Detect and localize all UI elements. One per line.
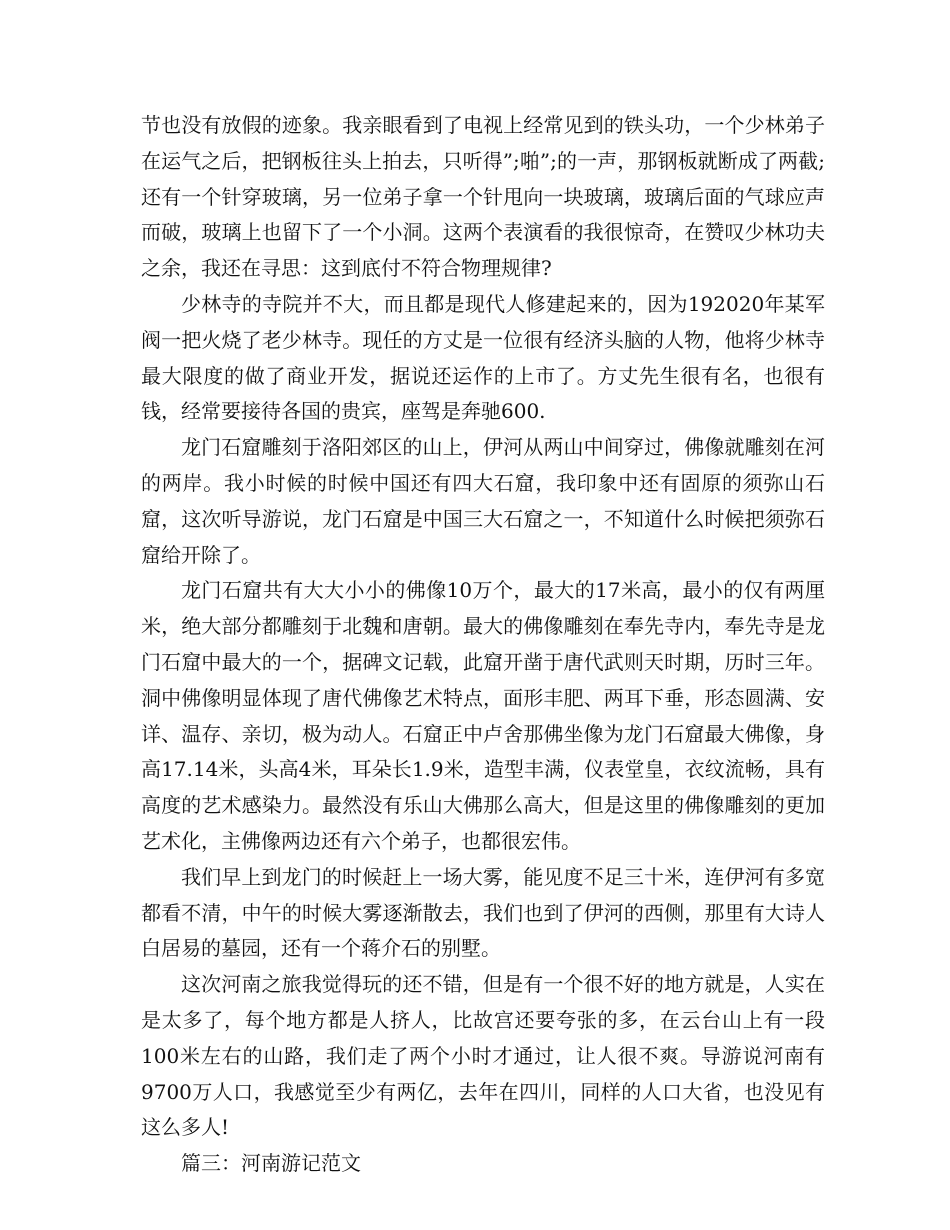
paragraph-1: 节也没有放假的迹象。我亲眼看到了电视上经常见到的铁头功，一个少林弟子在运气之后，把钢板往头上拍去，只听得”;啪”;的一声，那钢板就断成了两截;还有一个针穿玻璃，另一位弟子拿一个针甩向一块玻璃，玻璃后面的气球应声而破，玻璃上也留下了一个小洞。这两个表演看的我很惊奇，在赞叹少林功夫之余，我还在寻思：这到底付不符合物理规律? — [141, 113, 825, 281]
paragraph-3: 龙门石窟雕刻于洛阳郊区的山上，伊河从两山中间穿过，佛像就雕刻在河的两岸。我小时候的时候中国还有四大石窟，我印象中还有固原的须弥山石窟，这次听导游说，龙门石窟是中国三大石窟之一，不知道什么时候把须弥石窟给开除了。 — [141, 435, 825, 567]
paragraph-4: 龙门石窟共有大大小小的佛像10万个，最大的17米高，最小的仅有两厘米，绝大部分都雕刻于北魏和唐朝。最大的佛像雕刻在奉先寺内，奉先寺是龙门石窟中最大的一个，据碑文记载，此窟开凿于唐代武则天时期，历时三年。洞中佛像明显体现了唐代佛像艺术特点，面形丰肥、两耳下垂，形态圆满、安详、温存、亲切，极为动人。石窟正中卢舍那佛坐像为龙门石窟最大佛像，身高17.14米，头高4米，耳朵长1.9米，造型丰满，仪表堂皇，衣纹流畅，具有高度的艺术感染力。最然没有乐山大佛那么高大，但是这里的佛像雕刻的更加艺术化，主佛像两边还有六个弟子，也都很宏伟。 — [141, 578, 825, 853]
document-body — [141, 108, 825, 1182]
section-heading: 篇三：河南游记范文 — [181, 1151, 361, 1176]
paragraph-6: 这次河南之旅我觉得玩的还不错，但是有一个很不好的地方就是，人实在是太多了，每个地方都是人挤人，比故宫还要夸张的多，在云台山上有一段100米左右的山路，我们走了两个小时才通过，让人很不爽。导游说河南有9700万人口，我感觉至少有两亿，去年在四川，同样的人口大省，也没见有这么多人! — [141, 972, 825, 1140]
paragraph-5: 我们早上到龙门的时候赶上一场大雾，能见度不足三十米，连伊河有多宽都看不清，中午的时候大雾逐渐散去，我们也到了伊河的西侧，那里有大诗人白居易的墓园，还有一个蒋介石的别墅。 — [141, 864, 825, 961]
paragraph-2: 少林寺的寺院并不大，而且都是现代人修建起来的，因为192020年某军阀一把火烧了老少林寺。现任的方丈是一位很有经济头脑的人物，他将少林寺最大限度的做了商业开发，据说还运作的上市了。方丈先生很有名，也很有钱，经常要接待各国的贵宾，座驾是奔驰600. — [141, 291, 825, 424]
